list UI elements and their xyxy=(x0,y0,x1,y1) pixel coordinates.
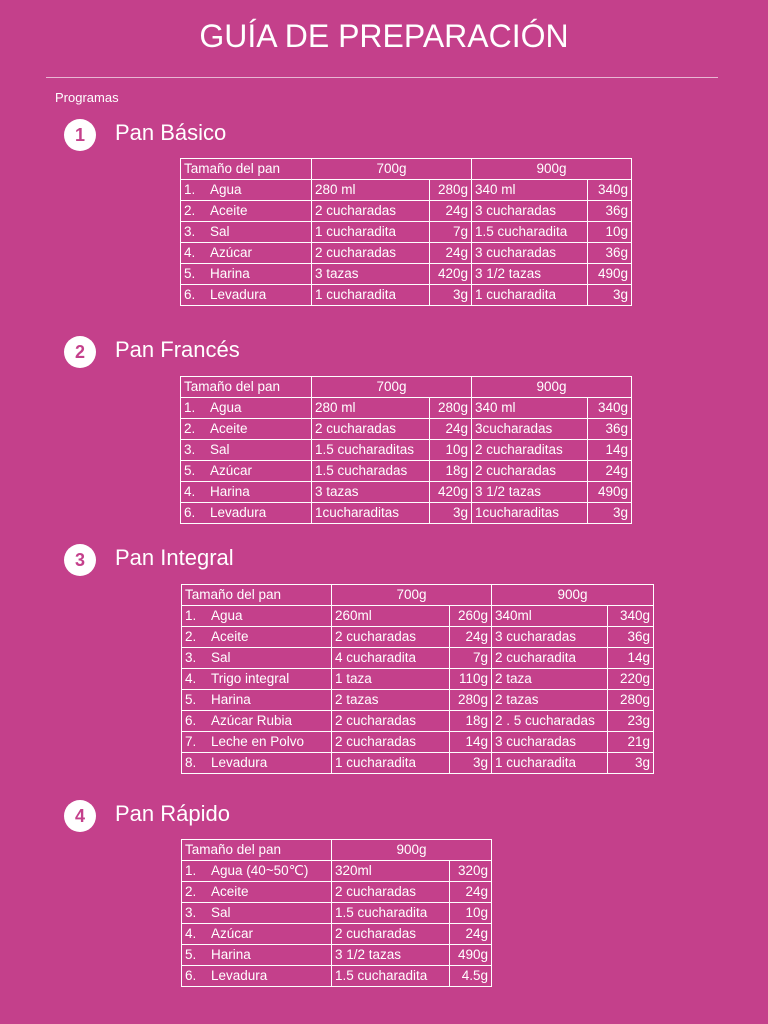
ingredient-number: 5. xyxy=(185,692,197,707)
ingredient-number: 5. xyxy=(184,266,196,281)
ingredient-name: Aceite xyxy=(211,629,249,644)
ingredient-cell xyxy=(181,201,312,222)
weight-cell: 14g xyxy=(588,440,632,461)
weight-cell: 320g xyxy=(450,861,492,882)
weight-cell: 18g xyxy=(430,461,472,482)
ingredient-number: 7. xyxy=(185,734,197,749)
measure-cell: 2 cucharadas xyxy=(332,882,450,903)
ingredient-name: Agua xyxy=(210,182,242,197)
weight-cell: 36g xyxy=(588,201,632,222)
measure-cell: 3cucharadas xyxy=(472,419,588,440)
measure-cell: 2 cucharadas xyxy=(312,419,430,440)
recipe-table xyxy=(180,158,632,306)
weight-cell: 23g xyxy=(608,711,654,732)
ingredient-cell xyxy=(182,903,332,924)
measure-cell: 2 cucharadas xyxy=(332,627,450,648)
ingredient-cell xyxy=(181,503,312,524)
weight-cell: 490g xyxy=(450,945,492,966)
ingredient-cell xyxy=(182,732,332,753)
measure-cell: 1 cucharadita xyxy=(492,753,608,774)
weight-cell: 260g xyxy=(450,606,492,627)
ingredient-number: 6. xyxy=(184,505,196,520)
ingredient-cell xyxy=(181,222,312,243)
table-row xyxy=(182,669,654,690)
weight-cell: 490g xyxy=(588,482,632,503)
ingredient-name: Azúcar xyxy=(210,245,253,260)
measure-cell: 1 taza xyxy=(332,669,450,690)
weight-cell: 420g xyxy=(430,482,472,503)
weight-cell: 10g xyxy=(430,440,472,461)
measure-cell: 1.5 cucharadita xyxy=(332,966,450,987)
recipe-table xyxy=(180,376,632,524)
table-row xyxy=(182,606,654,627)
weight-cell: 24g xyxy=(430,243,472,264)
ingredient-number: 3. xyxy=(184,442,196,457)
table-row xyxy=(182,903,492,924)
ingredient-cell xyxy=(182,882,332,903)
measure-cell: 1cucharaditas xyxy=(312,503,430,524)
ingredient-name: Levadura xyxy=(210,287,267,302)
table-row xyxy=(182,882,492,903)
measure-cell: 2 cucharadas xyxy=(332,711,450,732)
weight-cell: 3g xyxy=(608,753,654,774)
table-row xyxy=(181,243,632,264)
ingredient-number: 3. xyxy=(185,650,197,665)
header-size-column: 900g xyxy=(332,840,492,861)
page-subtitle: Programas xyxy=(55,90,119,105)
weight-cell: 280g xyxy=(430,180,472,201)
ingredient-number: 3. xyxy=(184,224,196,239)
weight-cell: 18g xyxy=(450,711,492,732)
table-row xyxy=(182,732,654,753)
header-size-label: Tamaño del pan xyxy=(182,585,332,606)
page-title: GUÍA DE PREPARACIÓN xyxy=(199,18,569,54)
measure-cell: 3 1/2 tazas xyxy=(472,264,588,285)
weight-cell: 24g xyxy=(430,201,472,222)
ingredient-cell xyxy=(181,285,312,306)
ingredient-number: 4. xyxy=(184,245,196,260)
weight-cell: 340g xyxy=(608,606,654,627)
ingredient-cell xyxy=(182,627,332,648)
weight-cell: 14g xyxy=(450,732,492,753)
recipe-table xyxy=(181,839,492,987)
table-row xyxy=(182,711,654,732)
weight-cell: 280g xyxy=(430,398,472,419)
measure-cell: 2 taza xyxy=(492,669,608,690)
ingredient-cell xyxy=(181,243,312,264)
ingredient-number: 8. xyxy=(185,755,197,770)
ingredient-name: Sal xyxy=(210,442,230,457)
section-number-badge: 2 xyxy=(64,336,96,368)
measure-cell: 1.5 cucharaditas xyxy=(312,440,430,461)
section-title: Pan Básico xyxy=(115,120,227,145)
ingredient-name: Harina xyxy=(210,266,250,281)
measure-cell: 3 cucharadas xyxy=(472,243,588,264)
ingredient-number: 4. xyxy=(185,671,197,686)
weight-cell: 7g xyxy=(450,648,492,669)
table-row xyxy=(181,503,632,524)
table-header-row xyxy=(181,159,632,180)
weight-cell: 340g xyxy=(588,398,632,419)
measure-cell: 3 1/2 tazas xyxy=(472,482,588,503)
ingredient-number: 6. xyxy=(184,287,196,302)
ingredient-number: 1. xyxy=(184,182,196,197)
measure-cell: 3 tazas xyxy=(312,264,430,285)
table-row xyxy=(181,264,632,285)
weight-cell: 24g xyxy=(430,419,472,440)
measure-cell: 3 cucharadas xyxy=(472,201,588,222)
measure-cell: 2 cucharadita xyxy=(492,648,608,669)
measure-cell: 3 tazas xyxy=(312,482,430,503)
weight-cell: 3g xyxy=(588,503,632,524)
ingredient-number: 2. xyxy=(184,421,196,436)
ingredient-name: Levadura xyxy=(211,755,268,770)
weight-cell: 36g xyxy=(588,243,632,264)
ingredient-number: 4. xyxy=(184,484,196,499)
ingredient-name: Azúcar xyxy=(211,926,254,941)
weight-cell: 24g xyxy=(450,882,492,903)
table-row xyxy=(182,690,654,711)
weight-cell: 24g xyxy=(450,627,492,648)
ingredient-cell xyxy=(181,419,312,440)
weight-cell: 280g xyxy=(450,690,492,711)
section-title: Pan Francés xyxy=(115,337,240,362)
ingredient-name: Levadura xyxy=(211,968,268,983)
weight-cell: 280g xyxy=(608,690,654,711)
measure-cell: 2 tazas xyxy=(492,690,608,711)
section-title: Pan Rápido xyxy=(115,801,230,826)
table-row xyxy=(182,753,654,774)
table-row xyxy=(181,285,632,306)
ingredient-number: 3. xyxy=(185,905,197,920)
table-row xyxy=(182,648,654,669)
measure-cell: 1 cucharadita xyxy=(332,753,450,774)
table-row xyxy=(181,482,632,503)
ingredient-number: 1. xyxy=(185,863,197,878)
measure-cell: 1cucharaditas xyxy=(472,503,588,524)
table-header-row xyxy=(182,840,492,861)
ingredient-number: 2. xyxy=(185,884,197,899)
measure-cell: 2 cucharadas xyxy=(312,201,430,222)
table-row xyxy=(182,966,492,987)
header-size-label: Tamaño del pan xyxy=(181,159,312,180)
measure-cell: 1 cucharadita xyxy=(472,285,588,306)
measure-cell: 3 1/2 tazas xyxy=(332,945,450,966)
ingredient-name: Leche en Polvo xyxy=(211,734,305,749)
measure-cell: 2 cucharadas xyxy=(472,461,588,482)
table-row xyxy=(181,201,632,222)
table-row xyxy=(181,440,632,461)
weight-cell: 21g xyxy=(608,732,654,753)
header-size-label: Tamaño del pan xyxy=(181,377,312,398)
ingredient-cell xyxy=(182,711,332,732)
ingredient-name: Aceite xyxy=(210,203,248,218)
measure-cell: 260ml xyxy=(332,606,450,627)
weight-cell: 3g xyxy=(430,285,472,306)
measure-cell: 2 cucharadas xyxy=(332,732,450,753)
ingredient-number: 6. xyxy=(185,968,197,983)
header-size-column: 700g xyxy=(312,159,472,180)
table-row xyxy=(182,945,492,966)
ingredient-name: Azúcar xyxy=(210,463,253,478)
header-size-column: 900g xyxy=(472,377,632,398)
weight-cell: 3g xyxy=(588,285,632,306)
ingredient-name: Sal xyxy=(211,650,231,665)
title-divider xyxy=(46,77,718,78)
weight-cell: 4.5g xyxy=(450,966,492,987)
weight-cell: 110g xyxy=(450,669,492,690)
measure-cell: 320ml xyxy=(332,861,450,882)
table-row xyxy=(181,461,632,482)
measure-cell: 2 tazas xyxy=(332,690,450,711)
ingredient-cell xyxy=(181,398,312,419)
weight-cell: 36g xyxy=(608,627,654,648)
section-number-badge: 3 xyxy=(64,544,96,576)
weight-cell: 220g xyxy=(608,669,654,690)
ingredient-cell xyxy=(181,264,312,285)
weight-cell: 10g xyxy=(450,903,492,924)
ingredient-cell xyxy=(182,945,332,966)
measure-cell: 2 cucharadas xyxy=(312,243,430,264)
table-row xyxy=(181,180,632,201)
measure-cell: 280 ml xyxy=(312,180,430,201)
ingredient-name: Agua xyxy=(211,608,243,623)
table-row xyxy=(182,924,492,945)
measure-cell: 3 cucharadas xyxy=(492,627,608,648)
measure-cell: 280 ml xyxy=(312,398,430,419)
header-size-label: Tamaño del pan xyxy=(182,840,332,861)
ingredient-number: 2. xyxy=(185,629,197,644)
ingredient-cell xyxy=(182,861,332,882)
ingredient-cell xyxy=(181,461,312,482)
ingredient-number: 2. xyxy=(184,203,196,218)
table-row xyxy=(181,222,632,243)
weight-cell: 340g xyxy=(588,180,632,201)
ingredient-cell xyxy=(182,966,332,987)
weight-cell: 3g xyxy=(450,753,492,774)
table-row xyxy=(182,861,492,882)
ingredient-name: Aceite xyxy=(211,884,249,899)
weight-cell: 36g xyxy=(588,419,632,440)
ingredient-cell xyxy=(181,180,312,201)
ingredient-cell xyxy=(182,669,332,690)
weight-cell: 24g xyxy=(588,461,632,482)
ingredient-name: Agua (40~50℃) xyxy=(211,863,309,878)
measure-cell: 1 cucharadita xyxy=(312,285,430,306)
header-size-column: 700g xyxy=(332,585,492,606)
measure-cell: 340 ml xyxy=(472,398,588,419)
ingredient-number: 1. xyxy=(184,400,196,415)
weight-cell: 24g xyxy=(450,924,492,945)
ingredient-name: Trigo integral xyxy=(211,671,290,686)
section-number-badge: 1 xyxy=(64,119,96,151)
weight-cell: 490g xyxy=(588,264,632,285)
ingredient-cell xyxy=(181,440,312,461)
measure-cell: 2 cucharaditas xyxy=(472,440,588,461)
measure-cell: 340 ml xyxy=(472,180,588,201)
measure-cell: 3 cucharadas xyxy=(492,732,608,753)
header-size-column: 900g xyxy=(472,159,632,180)
ingredient-number: 4. xyxy=(185,926,197,941)
ingredient-name: Harina xyxy=(211,692,251,707)
recipe-table xyxy=(181,584,654,774)
ingredient-name: Sal xyxy=(211,905,231,920)
measure-cell: 1.5 cucharadita xyxy=(472,222,588,243)
table-header-row xyxy=(181,377,632,398)
ingredient-name: Aceite xyxy=(210,421,248,436)
ingredient-number: 5. xyxy=(185,947,197,962)
ingredient-number: 6. xyxy=(185,713,197,728)
weight-cell: 3g xyxy=(430,503,472,524)
ingredient-cell xyxy=(182,753,332,774)
ingredient-number: 1. xyxy=(185,608,197,623)
measure-cell: 4 cucharadita xyxy=(332,648,450,669)
measure-cell: 1.5 cucharadita xyxy=(332,903,450,924)
ingredient-cell xyxy=(182,648,332,669)
weight-cell: 420g xyxy=(430,264,472,285)
table-row xyxy=(182,627,654,648)
measure-cell: 1 cucharadita xyxy=(312,222,430,243)
measure-cell: 1.5 cucharadas xyxy=(312,461,430,482)
table-row xyxy=(181,419,632,440)
header-size-column: 900g xyxy=(492,585,654,606)
table-header-row xyxy=(182,585,654,606)
ingredient-cell xyxy=(181,482,312,503)
ingredient-name: Harina xyxy=(210,484,250,499)
ingredient-name: Azúcar Rubia xyxy=(211,713,293,728)
ingredient-cell xyxy=(182,606,332,627)
ingredient-name: Levadura xyxy=(210,505,267,520)
table-row xyxy=(181,398,632,419)
measure-cell: 2 cucharadas xyxy=(332,924,450,945)
header-size-column: 700g xyxy=(312,377,472,398)
ingredient-name: Harina xyxy=(211,947,251,962)
weight-cell: 7g xyxy=(430,222,472,243)
weight-cell: 10g xyxy=(588,222,632,243)
weight-cell: 14g xyxy=(608,648,654,669)
ingredient-name: Agua xyxy=(210,400,242,415)
ingredient-number: 5. xyxy=(184,463,196,478)
measure-cell: 2 . 5 cucharadas xyxy=(492,711,608,732)
section-number-badge: 4 xyxy=(64,800,96,832)
ingredient-name: Sal xyxy=(210,224,230,239)
ingredient-cell xyxy=(182,690,332,711)
measure-cell: 340ml xyxy=(492,606,608,627)
section-title: Pan Integral xyxy=(115,545,234,570)
ingredient-cell xyxy=(182,924,332,945)
